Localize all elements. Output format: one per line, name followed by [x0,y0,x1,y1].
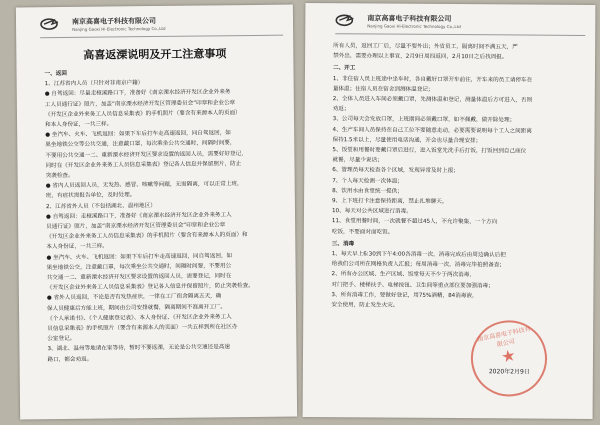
text-line: 8、饮用水由食堂统一提供； [332,188,403,195]
company-seal-stamp [464,314,554,404]
text-line: ● 自驾返回：走桠溪路口下，准备好《南京溧水经济开发区企业外来务工人 [46,212,232,221]
text-line: 和本人身份证，一共三样。 [45,121,113,129]
text-line: 2、所有办公区域、生产区域、饭堂每天不少于两次消毒， [331,271,475,279]
document-body [44,65,282,365]
text-line: 路口，都会劝返。 [47,356,93,363]
text-line: 员信息采集表》的手机照片（要含有来源本人的页面）一共五样到所在社区办 [47,324,238,333]
star-icon: ★ [499,345,518,367]
text-line: 《开发区企业外来务工人员信息采集表》的手机照片（要含有来源本人的页面）和 [46,232,248,241]
text-line: 5、饭堂和用餐时要戴口罩后进行，进入饭堂先洗手后打饭，打饭回到自己座位 [332,147,527,155]
company-name-english: Nanjing Gaoxi Hi-Electronic Technology Co.,Ltd [367,23,461,30]
document-date: 2020年2月9日 [488,368,530,376]
text-line: 3、湖北、温州等地请在家等待，暂时不要返溧，无论是公共交通还是高速 [47,344,231,353]
text-line: 3、所有消毒工作，要做好登记，用75%酒精，84消毒液， [331,292,478,300]
text-line: 《开发区企业外来务工人员信息采集表》登记各人信息并保留照片，防止突袭检查。 [46,283,254,292]
company-name-english: Nanjing Gaoxi Hi-Electronic Technology Co.,Ltd [72,25,166,32]
text-line: 劝返； [332,106,350,113]
text-line: 同时在《开发区企业外来务工人员信息采集表》登记各人信息并保留照片，防止 [45,160,242,169]
text-line: 1、每天早上6:30到下午4:00各消毒一次，消毒完成后由周边确认后把 [331,251,506,259]
text-line: 11、食堂用餐时间，一次就餐不超过45人，不允许聚集，一个方向 [331,218,498,226]
text-line: 1、江苏省内人员（只针对非南京户籍） [44,80,144,88]
company-logo-icon [40,17,68,31]
letterhead [335,11,585,36]
text-line: 1、非住宿人员上班途中坐车时，各自戴好口罩开车前往，开车来的员工请停车在 [332,75,533,84]
document-page-left [16,5,297,420]
text-line: 2、江苏省外人员（不包括湖北、温州地区） [45,202,156,210]
text-line: 班，有症状需报告单位，及时处理。 [45,192,136,200]
text-line: 6、管理员每天检查各个区域，发现异常及时上报； [332,167,459,175]
section-heading: 三、消毒 [331,241,355,248]
text-line: 突袭检查。 [45,172,74,180]
text-line: 4、生产车间人员保持在自己工位不要随意走动，必要需要说明每个工人之间距离 [332,126,532,135]
text-line: 不要用公共交通一二、重新溧水经济开发区要求设置的返回人员，需要好好登记， [45,150,247,159]
text-line: 吃饭，不要面对面吃饭。 [331,228,394,236]
text-line: ● 坐汽车、火车、飞机返回：如果下车后打车走高速返回，同自驾返回，如 [45,130,231,139]
text-line: 员通行证》照片，加盖“南京溧水经济开发区管理委员会”印章和企业公章 [46,222,226,231]
text-line: 禁外出，需要办理以上事宜，2月9日周四返回，2月10日之后找周报。 [333,53,508,61]
letterhead [40,13,283,39]
document-page-right [303,3,596,419]
text-line: 果坐地铁公交，注意戴口罩，每次乘坐公共交通时，间隔时间要，不要用公 [46,263,232,272]
text-line: 《个人承诺书》、《个人健康登记表》、本人身份证、《开发区企业外来务工人 [47,314,232,323]
seal-text: 南京高喜电子科技有限公司 [476,325,532,349]
text-line: 保人员健康后方能上班，期间由公司安排就餐，隔离期间不准离开工厂。 [46,303,227,312]
text-line: 3、公司每天会发放口罩，上班期间必须戴口罩，如不佩戴，做开除处理； [332,116,516,124]
text-line: 公室登记。 [47,336,76,343]
company-logo-icon [335,13,363,27]
text-line: 2、全体人员进入车间必须戴口罩，先测体温和登记，测量体温后方可进入，否则 [332,96,533,104]
text-line: 《开发区企业外来务工人员信息采集表》的手机照片（要含有来源本人的页面） [44,109,241,118]
text-line: 本人身份证，一共三样。 [46,243,108,251]
text-line: 量体温；住宿人员在宿舍到测体温登记； [332,85,434,93]
company-name: 南京高喜电子科技有限公司 [367,14,452,24]
text-line: ● 自驾返回：尽量走桠溪路口下，准备好《南京溧水经济开发区企业外来务 [44,89,231,98]
text-line: ● 省内人员返回人员，无发热、感冒、咳嗽等问题，无需隔离，可以正常上班， [45,181,243,190]
text-line: 对门把手、楼梯扶手、电梯按钮、卫生间等重点部位要加强消毒； [331,281,494,289]
text-line: 安全使用，防止发生火灾。 [331,302,399,309]
text-line: 保持1.5米以上，尽量使用电话沟通，开会也尽量合理安排； [332,137,482,145]
text-line: ● 省外人员返回，不论是否有发热症状，一律在工厂宿舍隔离五天，确 [46,293,222,302]
text-line: 10、每天对公共区域进行消毒。 [331,208,412,215]
document-body [331,41,581,312]
text-line: 就餐，尽量少说话； [332,157,383,164]
section-heading: 二、开工 [332,65,356,72]
text-line: 给我们公司所在网格负责人汇报；每周消毒一次，消毒完毕拍照备查； [331,261,506,269]
text-line: ● 坐汽车、火车、飞机返回：如果下车后打车走高速返回，同自驾返回，如 [46,252,233,261]
company-name: 南京高喜电子科技有限公司 [71,16,157,26]
text-line: 工人员通行证》照片，加盖“南京溧水经济开发区管理委员会”印章和企业公章 [44,99,236,108]
section-heading: 一、返回 [44,70,67,78]
text-line: 9、上下班打卡注意保持距离，禁止扎堆聊天。 [332,198,448,206]
text-line: 7、个人每天检测一次体温； [332,177,403,185]
text-line: 共交通一二、重新溧水经济开发区要求设置的返回人员，需要登记，同时在 [46,273,232,282]
document-title: 高喜返溧说明及开工注意事项 [83,47,227,62]
text-line: 所有人员，返回工厂后，尽量不要外出；外省员工，隔离时间不满五天，严 [333,43,518,51]
text-line: 果坐地铁公交等公共交通，注意戴口罩，每次乘坐公共交通时，间隔时间要， [45,140,236,149]
